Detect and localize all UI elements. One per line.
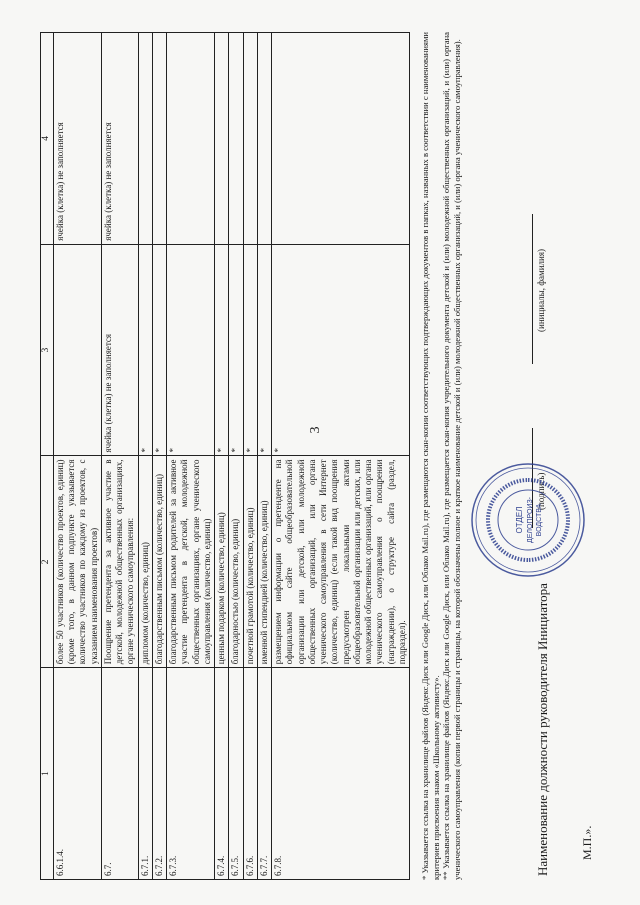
row-description: дипломом (количество, единиц)	[138, 456, 152, 668]
table-row	[53, 33, 101, 880]
row-number: 6.7.2.	[152, 668, 166, 880]
row-number: 6.7.7.	[257, 668, 271, 880]
signatory-title: Наименование должности руководителя Инициатора	[535, 583, 550, 876]
row-col-3: *	[272, 244, 410, 456]
row-number: 6.6.1.4.	[53, 668, 101, 880]
footnotes	[420, 32, 463, 880]
row-col-3: *	[229, 244, 243, 456]
row-description: благодарственным письмом родителей за активное участие претендента в детской, молодежной общественных организациях, органе ученического самоуправления (количество, единиц)	[167, 456, 215, 668]
signature-block	[480, 32, 600, 880]
stamp-text-1: ОТДЕЛ	[515, 506, 524, 534]
row-description: благодарственным письмом (количество, единиц)	[152, 456, 166, 668]
page-number: 3	[308, 426, 323, 434]
header-col-4: 4	[41, 33, 54, 245]
footnote-1: * Указывается ссылка на хранилище файлов (Яндекс.Диск или Google Диск, или Облако Mail.ru), где размещаются скан-копии соответствующих подтверждающих документов в папках, названных в соответствии с наименованиями критериев присвоения знаком «Школьному активисту».	[420, 32, 441, 880]
row-col-4	[215, 33, 229, 245]
row-col-4	[138, 33, 152, 245]
criteria-table	[40, 32, 410, 880]
header-col-1: 1	[41, 668, 54, 880]
row-col-3	[53, 244, 101, 456]
table-row	[215, 33, 229, 880]
table-header-row	[41, 33, 54, 880]
row-description: благодарностью (количество, единиц)	[229, 456, 243, 668]
row-number: 6.7.4.	[215, 668, 229, 880]
stamp-text-3: ВОДСТВА	[536, 503, 543, 537]
row-col-3: *	[215, 244, 229, 456]
table-row	[138, 33, 152, 880]
row-col-3: *	[243, 244, 257, 456]
row-col-3: *	[152, 244, 166, 456]
seal-place-label: М.П.».	[580, 825, 594, 860]
row-number: 6.7.5.	[229, 668, 243, 880]
table-row	[243, 33, 257, 880]
rotated-document	[40, 20, 620, 880]
row-col-4	[229, 33, 243, 245]
footnote-2: ** Указывается ссылка на хранилище файлов (Яндекс.Диск или Google Диск, или Облако Mail.ru), где размещается скан-копия учредительного документа детской и (или) молодежной общественных организаций, и (или) органа ученического самоуправления (копии первой страницы и страницы, на которой обозначены полное и краткое наименование детской и (или) молодежной общественных организаций, и (или) органа ученического самоуправления).	[441, 32, 463, 880]
table-row	[229, 33, 243, 880]
row-number: 6.7.3.	[167, 668, 215, 880]
row-col-3: *	[257, 244, 271, 456]
official-stamp	[468, 460, 588, 580]
signature-caption: (подпись)	[536, 472, 546, 510]
row-col-4	[257, 33, 271, 245]
header-col-3: 3	[41, 244, 54, 456]
row-col-4	[272, 33, 410, 245]
header-col-2: 2	[41, 456, 54, 668]
table-row	[272, 33, 410, 880]
table-row	[167, 33, 215, 880]
row-number: 6.7.1.	[138, 668, 152, 880]
row-number: 6.7.6.	[243, 668, 257, 880]
row-col-4	[152, 33, 166, 245]
row-col-3: *	[167, 244, 215, 456]
table-row	[257, 33, 271, 880]
row-col-4: ячейка (клетка) не заполняется	[101, 33, 138, 245]
name-caption: (инициалы, фамилия)	[536, 249, 546, 332]
row-col-4	[243, 33, 257, 245]
row-description: именной стипендией (количество, единиц)	[257, 456, 271, 668]
table-row	[152, 33, 166, 880]
row-col-4: ячейка (клетка) не заполняется	[53, 33, 101, 245]
name-line	[532, 214, 533, 364]
table-row	[101, 33, 138, 880]
row-number: 6.7.8.	[272, 668, 410, 880]
stamp-text-2: ДЕЛОПРОИЗ-	[527, 496, 534, 544]
row-number: 6.7.	[101, 668, 138, 880]
row-description: более 50 участников (количество проектов, единиц) (кроме того, в данном подпункте указывается количество участников по каждому из проектов, с указанием наименования проектов)	[53, 456, 101, 668]
row-description: почетной грамотой (количество, единиц)	[243, 456, 257, 668]
row-description: размещением информации о претенденте на официальном сайте общеобразовательной организации или детской, или молодежной общественных организаций, или органа ученического самоуправления в сети Интернет (количество, единиц) (если такой вид поощрения предусмотрен локальными актами общеобразовательной организации или детских, или молодежной общественных организаций, или органа ученического самоуправления о поощрении (награждении), о структуре сайта (раздел, подраздел).	[272, 456, 410, 668]
row-description: ценным подарком (количество, единиц)	[215, 456, 229, 668]
row-description: Поощрение претендента за активное участие в детской, молодежной общественных организациях, органе ученического самоуправления:	[101, 456, 138, 668]
row-col-3: *	[138, 244, 152, 456]
row-col-3: ячейка (клетка) не заполняется	[101, 244, 138, 456]
row-col-4	[167, 33, 215, 245]
